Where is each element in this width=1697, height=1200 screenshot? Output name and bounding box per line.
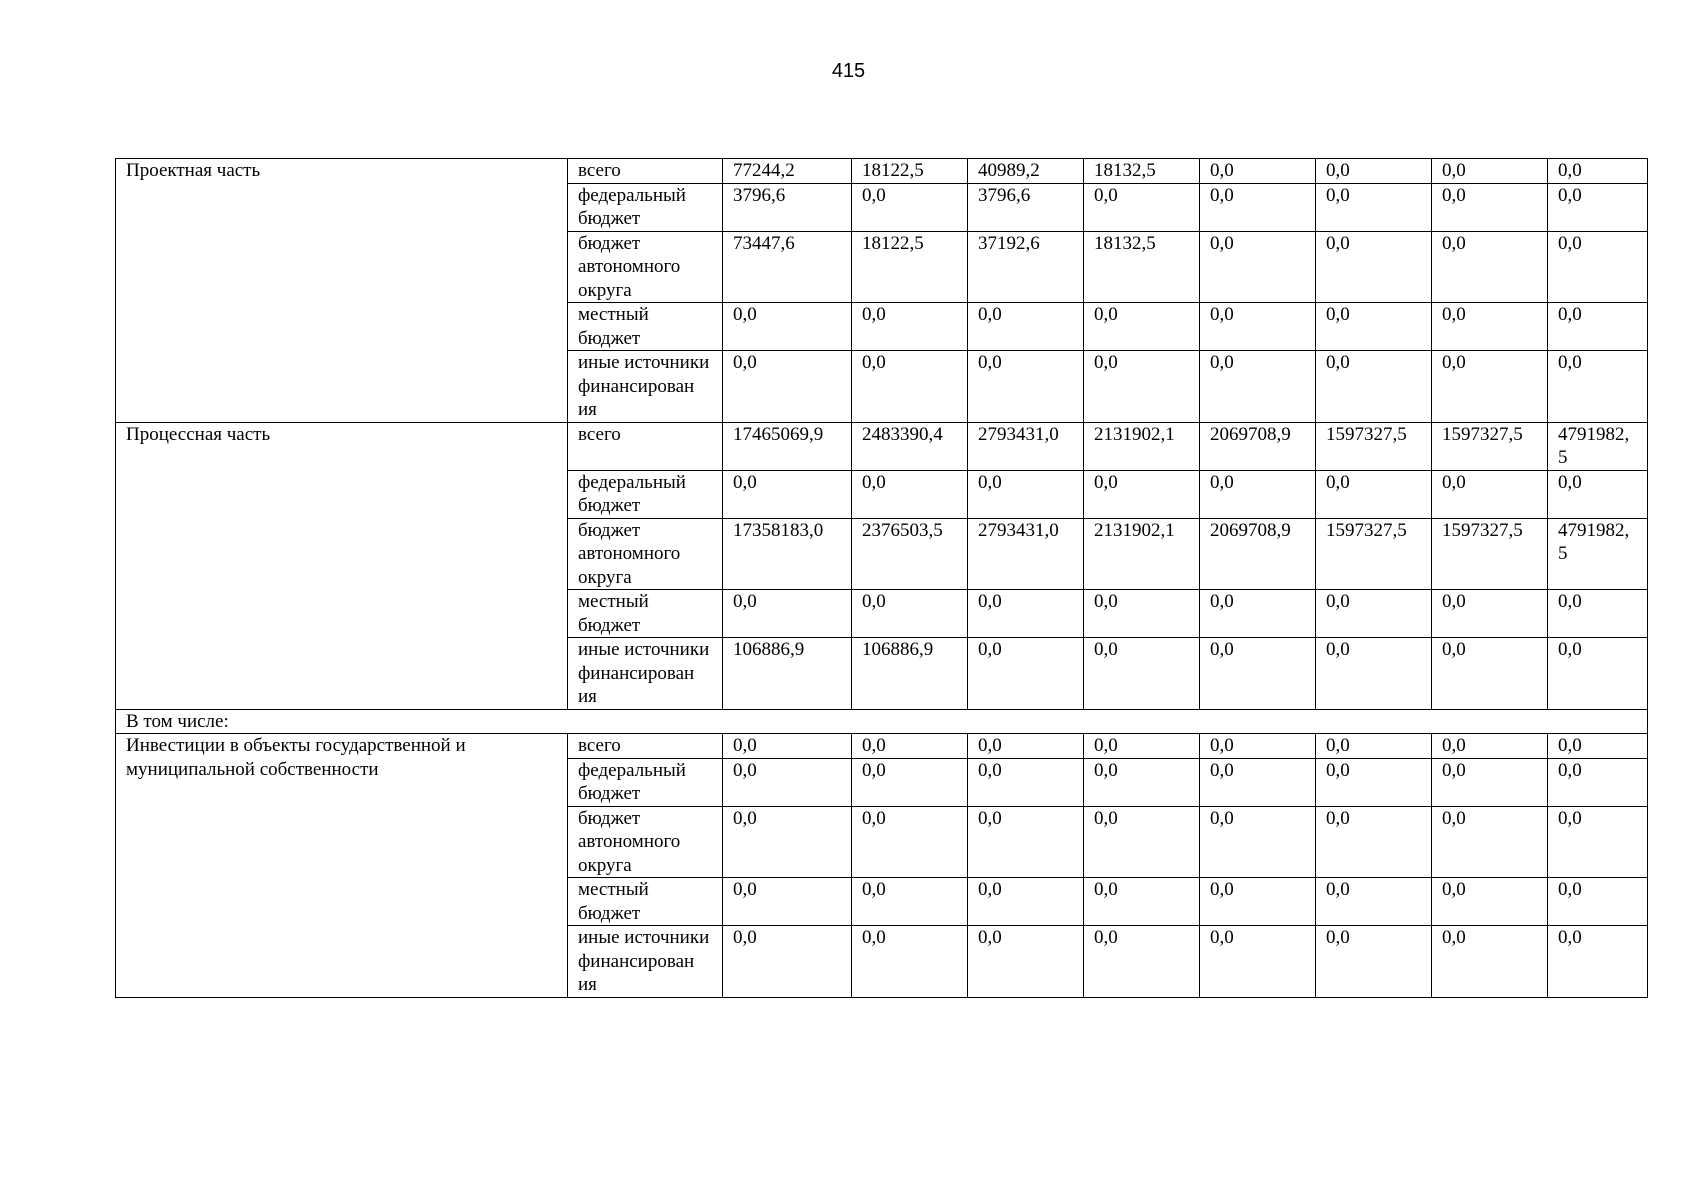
value-cell: 0,0 [1548,926,1648,998]
value-cell: 18132,5 [1084,231,1200,303]
value-cell: 0,0 [1200,758,1316,806]
value-cell: 0,0 [1432,351,1548,423]
value-cell: 0,0 [1200,806,1316,878]
value-cell: 0,0 [1200,231,1316,303]
value-cell: 0,0 [1432,470,1548,518]
value-cell: 0,0 [852,183,968,231]
value-cell: 2376503,5 [852,518,968,590]
value-cell: 0,0 [1316,806,1432,878]
value-cell: 77244,2 [723,159,852,184]
value-cell: 0,0 [968,590,1084,638]
value-cell: 2069708,9 [1200,518,1316,590]
value-cell: 0,0 [1200,590,1316,638]
funding-source-cell: всего [568,422,723,470]
funding-source-cell: всего [568,159,723,184]
value-cell: 0,0 [1084,878,1200,926]
value-cell: 0,0 [1432,878,1548,926]
value-cell: 0,0 [1200,926,1316,998]
value-cell: 3796,6 [968,183,1084,231]
section-label: В том числе: [116,709,1648,734]
value-cell: 0,0 [852,878,968,926]
value-cell: 0,0 [723,926,852,998]
value-cell: 0,0 [1084,758,1200,806]
value-cell: 0,0 [723,806,852,878]
value-cell: 0,0 [968,734,1084,759]
value-cell: 0,0 [1316,231,1432,303]
value-cell: 0,0 [1548,159,1648,184]
value-cell: 0,0 [723,351,852,423]
value-cell: 0,0 [1432,590,1548,638]
value-cell: 1597327,5 [1316,518,1432,590]
value-cell: 18122,5 [852,231,968,303]
value-cell: 2131902,1 [1084,422,1200,470]
section-row [116,709,1648,734]
value-cell: 0,0 [1548,351,1648,423]
value-cell: 4791982, 5 [1548,422,1648,470]
value-cell: 0,0 [1316,590,1432,638]
value-cell: 0,0 [968,878,1084,926]
value-cell: 2793431,0 [968,422,1084,470]
value-cell: 0,0 [852,926,968,998]
page-number: 415 [831,60,866,82]
value-cell: 0,0 [1432,159,1548,184]
value-cell: 0,0 [1548,470,1648,518]
value-cell: 0,0 [1432,303,1548,351]
value-cell: 0,0 [1316,183,1432,231]
value-cell: 0,0 [1200,470,1316,518]
value-cell: 18122,5 [852,159,968,184]
funding-source-cell: местный бюджет [568,590,723,638]
value-cell: 0,0 [1316,303,1432,351]
value-cell: 4791982, 5 [1548,518,1648,590]
value-cell: 18132,5 [1084,159,1200,184]
value-cell: 0,0 [1432,638,1548,710]
value-cell: 0,0 [1084,926,1200,998]
value-cell: 0,0 [1432,183,1548,231]
value-cell: 0,0 [968,806,1084,878]
value-cell: 0,0 [968,351,1084,423]
value-cell: 0,0 [1084,183,1200,231]
value-cell: 17358183,0 [723,518,852,590]
value-cell: 1597327,5 [1432,518,1548,590]
value-cell: 0,0 [1548,231,1648,303]
funding-source-cell: бюджет автономного округа [568,806,723,878]
value-cell: 73447,6 [723,231,852,303]
value-cell: 0,0 [1316,758,1432,806]
value-cell: 0,0 [1200,638,1316,710]
value-cell: 0,0 [1548,806,1648,878]
value-cell: 0,0 [1548,303,1648,351]
funding-source-cell: иные источники финансирован ия [568,926,723,998]
value-cell: 0,0 [723,590,852,638]
value-cell: 0,0 [968,303,1084,351]
value-cell: 0,0 [1548,878,1648,926]
funding-source-cell: бюджет автономного округа [568,518,723,590]
value-cell: 0,0 [1200,183,1316,231]
value-cell: 0,0 [1200,303,1316,351]
value-cell: 17465069,9 [723,422,852,470]
value-cell: 2793431,0 [968,518,1084,590]
funding-source-cell: местный бюджет [568,303,723,351]
value-cell: 0,0 [852,351,968,423]
funding-source-cell: всего [568,734,723,759]
value-cell: 0,0 [1548,638,1648,710]
value-cell: 2483390,4 [852,422,968,470]
value-cell: 0,0 [1432,734,1548,759]
value-cell: 0,0 [852,758,968,806]
value-cell: 0,0 [723,758,852,806]
value-cell: 0,0 [1084,470,1200,518]
value-cell: 1597327,5 [1316,422,1432,470]
group-name-cell: Проектная часть [116,159,568,423]
value-cell: 106886,9 [723,638,852,710]
value-cell: 0,0 [1200,351,1316,423]
value-cell: 0,0 [1084,590,1200,638]
value-cell: 0,0 [1316,159,1432,184]
value-cell: 0,0 [1200,878,1316,926]
value-cell: 0,0 [1316,878,1432,926]
value-cell: 0,0 [1316,926,1432,998]
table-row [116,734,1648,759]
value-cell: 0,0 [723,470,852,518]
funding-source-cell: иные источники финансирован ия [568,351,723,423]
value-cell: 0,0 [1316,638,1432,710]
value-cell: 0,0 [1084,734,1200,759]
value-cell: 0,0 [1200,734,1316,759]
value-cell: 40989,2 [968,159,1084,184]
value-cell: 37192,6 [968,231,1084,303]
value-cell: 0,0 [1548,183,1648,231]
value-cell: 0,0 [1432,758,1548,806]
funding-source-cell: иные источники финансирован ия [568,638,723,710]
value-cell: 0,0 [1432,806,1548,878]
value-cell: 0,0 [852,806,968,878]
funding-source-cell: бюджет автономного округа [568,231,723,303]
funding-source-cell: федеральный бюджет [568,758,723,806]
funding-source-cell: федеральный бюджет [568,470,723,518]
value-cell: 0,0 [723,734,852,759]
value-cell: 0,0 [723,878,852,926]
value-cell: 0,0 [852,734,968,759]
value-cell: 3796,6 [723,183,852,231]
value-cell: 0,0 [968,470,1084,518]
value-cell: 2131902,1 [1084,518,1200,590]
table-row [116,159,1648,184]
value-cell: 0,0 [1316,470,1432,518]
group-name-cell: Инвестиции в объекты государственной и муниципальной собственности [116,734,568,998]
table-row [116,422,1648,470]
funding-source-cell: местный бюджет [568,878,723,926]
budget-table-body [116,159,1648,998]
value-cell: 2069708,9 [1200,422,1316,470]
value-cell: 0,0 [1084,351,1200,423]
value-cell: 0,0 [1200,159,1316,184]
value-cell: 0,0 [1316,734,1432,759]
value-cell: 0,0 [968,638,1084,710]
value-cell: 0,0 [1316,351,1432,423]
value-cell: 0,0 [1084,303,1200,351]
value-cell: 0,0 [1084,806,1200,878]
funding-source-cell: федеральный бюджет [568,183,723,231]
value-cell: 0,0 [1432,231,1548,303]
value-cell: 0,0 [1548,758,1648,806]
value-cell: 0,0 [852,303,968,351]
value-cell: 0,0 [723,303,852,351]
value-cell: 1597327,5 [1432,422,1548,470]
value-cell: 0,0 [1432,926,1548,998]
budget-table [115,158,1648,998]
value-cell: 0,0 [1084,638,1200,710]
value-cell: 0,0 [852,590,968,638]
group-name-cell: Процессная часть [116,422,568,709]
value-cell: 0,0 [968,758,1084,806]
value-cell: 0,0 [968,926,1084,998]
value-cell: 106886,9 [852,638,968,710]
value-cell: 0,0 [1548,734,1648,759]
value-cell: 0,0 [852,470,968,518]
value-cell: 0,0 [1548,590,1648,638]
